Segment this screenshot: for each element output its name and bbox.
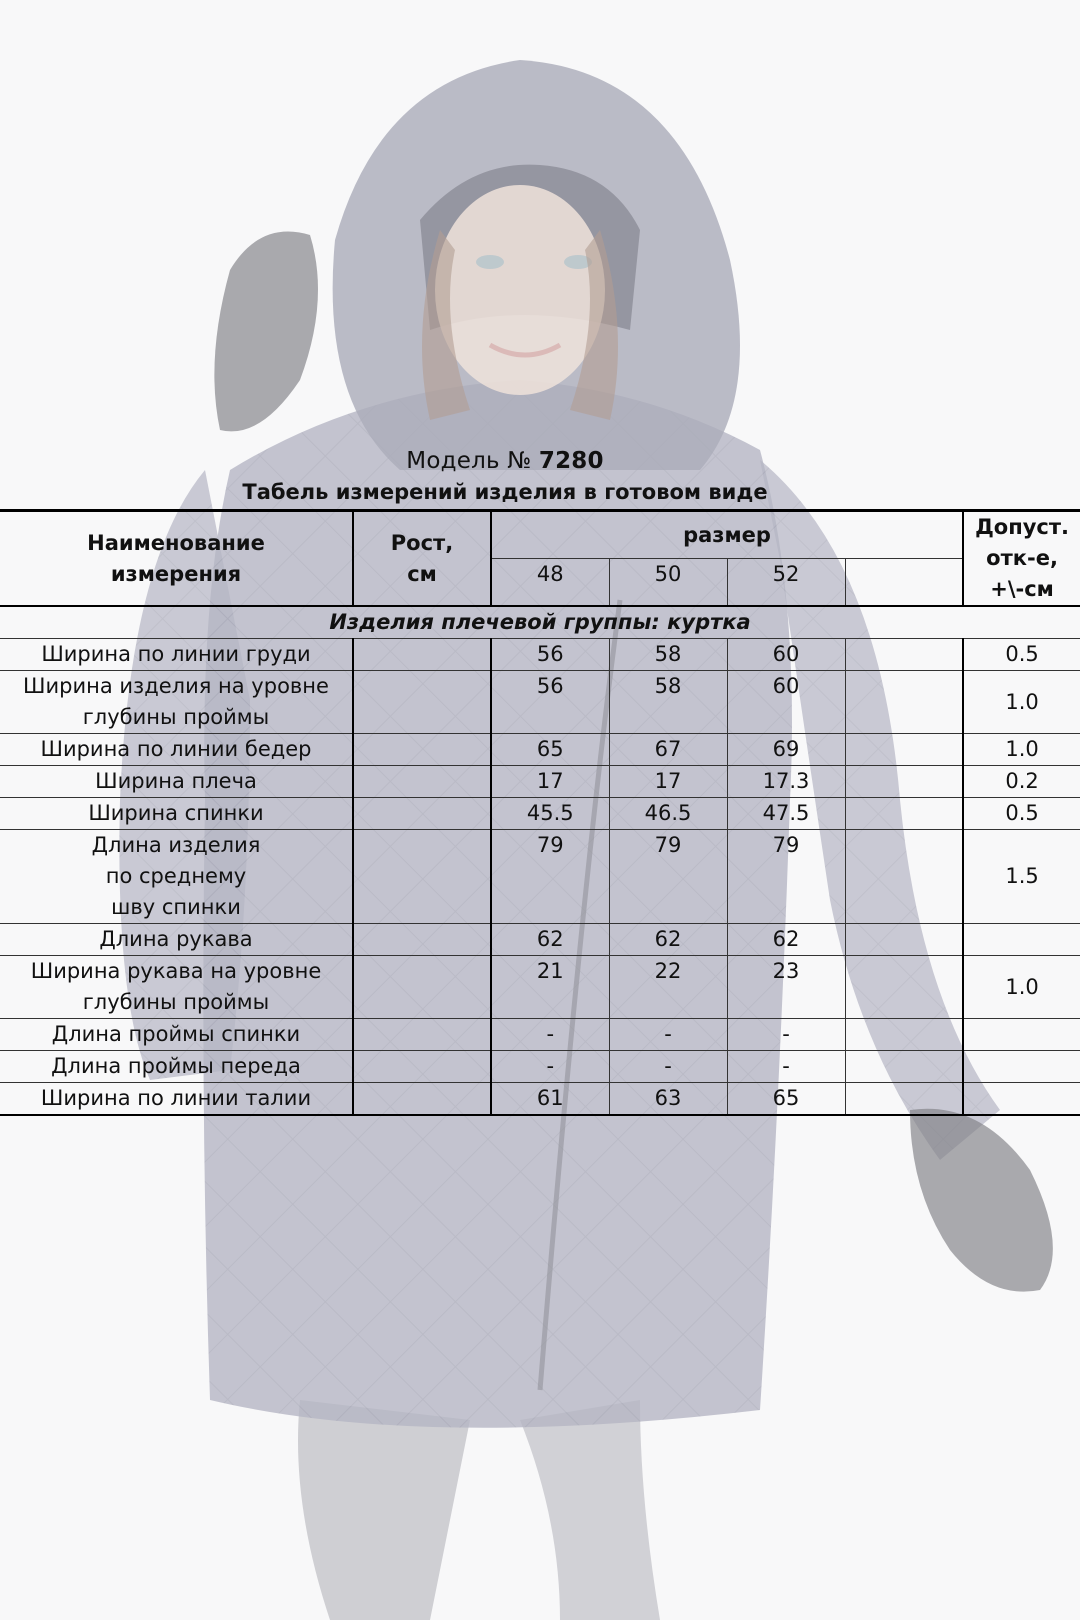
col-tolerance-header: Допуст. отк-е, +\-см [963, 511, 1080, 607]
chart-subtitle: Табель измерений изделия в готовом виде [242, 480, 768, 504]
row-name: Ширина изделия на уровне глубины проймы [0, 671, 353, 734]
row-value [845, 830, 963, 924]
row-name: Ширина рукава на уровне глубины проймы [0, 956, 353, 1019]
row-name: Длина изделия по среднему шву спинки [0, 830, 353, 924]
table-row [0, 956, 1080, 1019]
row-height [353, 671, 491, 734]
row-value: 23 [727, 956, 845, 1019]
row-name: Ширина по линии груди [0, 639, 353, 671]
row-tolerance [963, 1019, 1080, 1051]
row-value [845, 1051, 963, 1083]
section-title: Изделия плечевой группы: куртка [0, 606, 1080, 639]
row-value: 21 [491, 956, 609, 1019]
row-value: 22 [609, 956, 727, 1019]
row-value: 58 [609, 671, 727, 734]
row-value: 17.3 [727, 766, 845, 798]
row-value: 62 [727, 924, 845, 956]
table-row [0, 1083, 1080, 1116]
row-value [845, 734, 963, 766]
row-tolerance: 1.5 [963, 830, 1080, 924]
row-value: - [727, 1051, 845, 1083]
row-value: 60 [727, 639, 845, 671]
row-value: 67 [609, 734, 727, 766]
row-height [353, 798, 491, 830]
row-tolerance: 0.2 [963, 766, 1080, 798]
row-tolerance: 1.0 [963, 671, 1080, 734]
row-value: - [609, 1019, 727, 1051]
model-title [0, 448, 1010, 474]
row-height [353, 956, 491, 1019]
row-value [845, 766, 963, 798]
row-value [845, 671, 963, 734]
row-value: - [491, 1019, 609, 1051]
row-value: 46.5 [609, 798, 727, 830]
row-height [353, 924, 491, 956]
size-50: 50 [609, 559, 727, 607]
row-value: 65 [727, 1083, 845, 1116]
row-value [845, 924, 963, 956]
row-name: Длина проймы переда [0, 1051, 353, 1083]
row-value: - [609, 1051, 727, 1083]
row-value: 63 [609, 1083, 727, 1116]
row-value: 65 [491, 734, 609, 766]
table-row [0, 798, 1080, 830]
row-value: 45.5 [491, 798, 609, 830]
row-tolerance: 0.5 [963, 798, 1080, 830]
row-height [353, 1051, 491, 1083]
model-prefix: Модель № [406, 448, 532, 474]
row-value: 61 [491, 1083, 609, 1116]
row-value [845, 1019, 963, 1051]
size-48: 48 [491, 559, 609, 607]
row-value: 56 [491, 639, 609, 671]
table-row [0, 766, 1080, 798]
row-value: 56 [491, 671, 609, 734]
row-tolerance [963, 924, 1080, 956]
row-name: Ширина по линии бедер [0, 734, 353, 766]
row-value: 47.5 [727, 798, 845, 830]
row-value [845, 798, 963, 830]
row-name: Длина рукава [0, 924, 353, 956]
row-height [353, 1019, 491, 1051]
table-row [0, 830, 1080, 924]
row-height [353, 734, 491, 766]
row-height [353, 830, 491, 924]
row-tolerance: 0.5 [963, 639, 1080, 671]
row-value: 79 [491, 830, 609, 924]
size-52: 52 [727, 559, 845, 607]
row-name: Ширина по линии талии [0, 1083, 353, 1116]
row-tolerance [963, 1083, 1080, 1116]
row-name: Длина проймы спинки [0, 1019, 353, 1051]
table-row [0, 1019, 1080, 1051]
row-value: 60 [727, 671, 845, 734]
size-chart-table [0, 509, 1080, 1116]
row-tolerance: 1.0 [963, 734, 1080, 766]
table-row [0, 1051, 1080, 1083]
row-value [845, 639, 963, 671]
row-value: 17 [491, 766, 609, 798]
row-value: 62 [609, 924, 727, 956]
row-value: - [727, 1019, 845, 1051]
row-name: Ширина плеча [0, 766, 353, 798]
row-value: 79 [727, 830, 845, 924]
size-empty [845, 559, 963, 607]
row-value: 79 [609, 830, 727, 924]
row-height [353, 1083, 491, 1116]
col-name-header: Наименование измерения [0, 511, 353, 607]
section-row [0, 606, 1080, 639]
row-value: - [491, 1051, 609, 1083]
header-row [0, 511, 1080, 559]
model-number: 7280 [538, 448, 604, 474]
row-value [845, 956, 963, 1019]
table-row [0, 671, 1080, 734]
table-row [0, 734, 1080, 766]
row-value: 62 [491, 924, 609, 956]
col-height-header: Рост, см [353, 511, 491, 607]
row-tolerance [963, 1051, 1080, 1083]
row-height [353, 766, 491, 798]
row-value: 58 [609, 639, 727, 671]
row-height [353, 639, 491, 671]
table-row [0, 639, 1080, 671]
row-value: 17 [609, 766, 727, 798]
row-value [845, 1083, 963, 1116]
row-tolerance: 1.0 [963, 956, 1080, 1019]
table-row [0, 924, 1080, 956]
col-size-header: размер [491, 511, 963, 559]
row-name: Ширина спинки [0, 798, 353, 830]
row-value: 69 [727, 734, 845, 766]
